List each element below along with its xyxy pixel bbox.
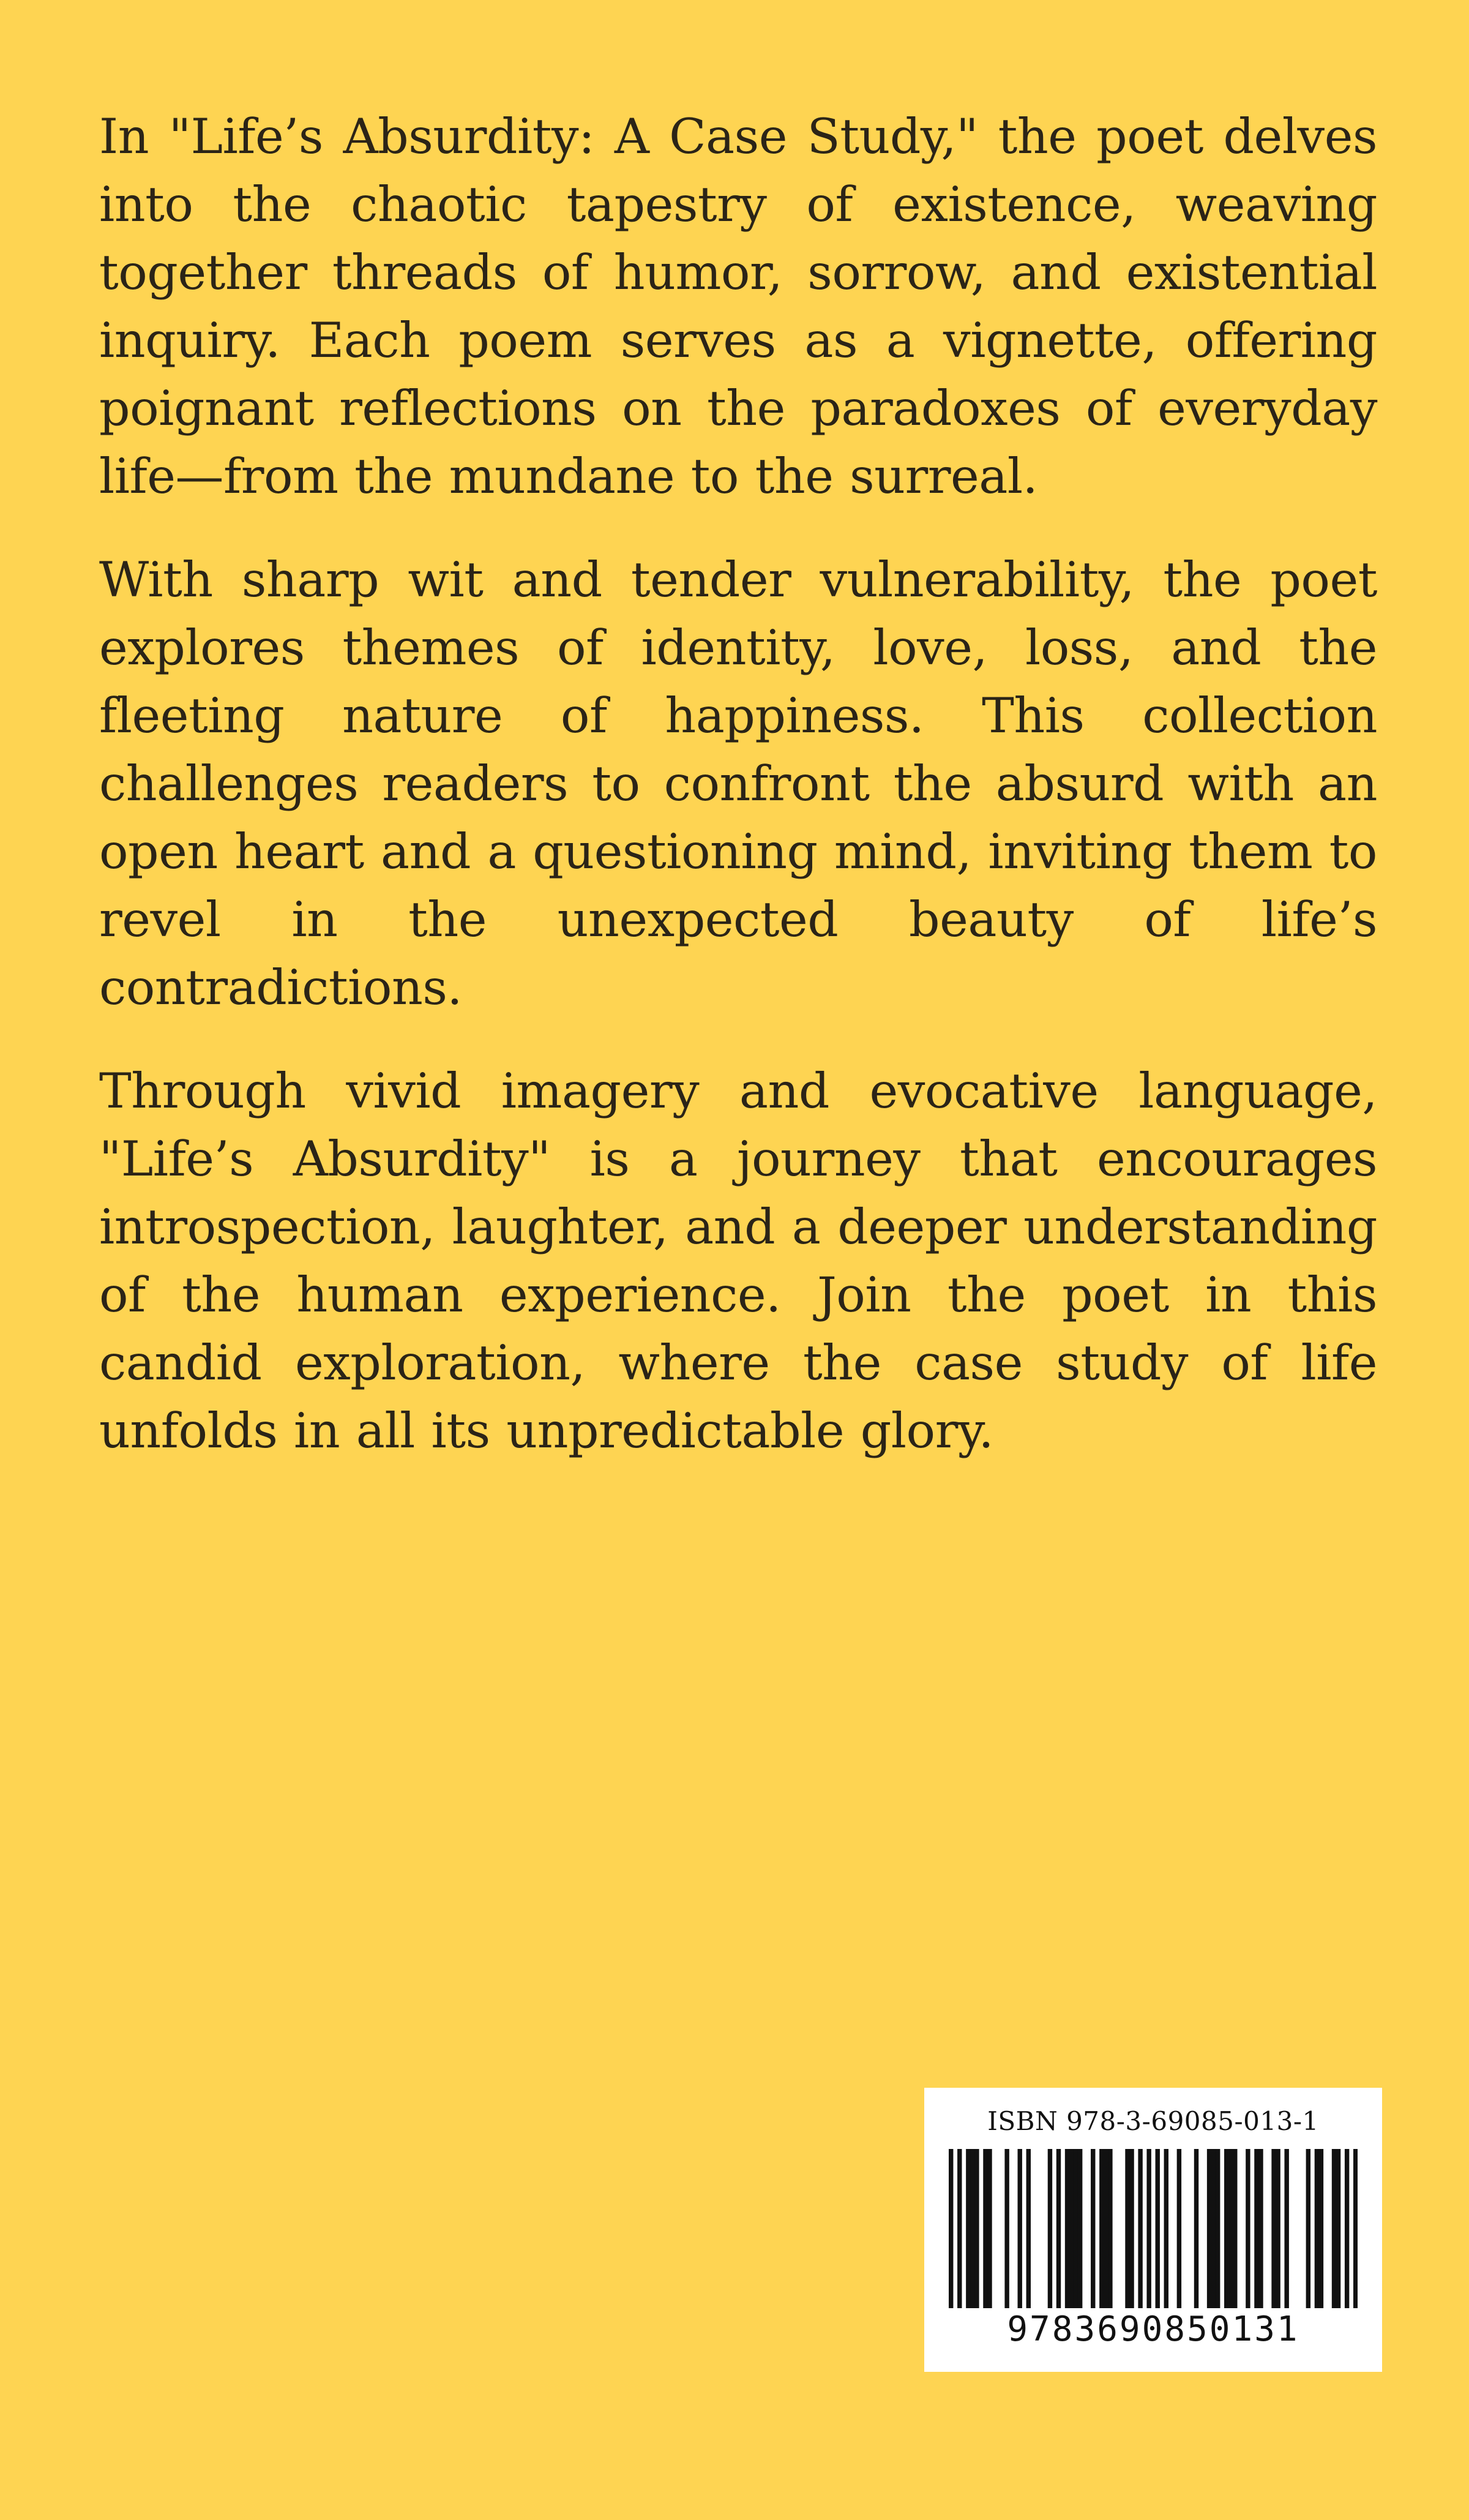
barcode-bar [1048, 2149, 1052, 2308]
barcode-bar [1004, 2149, 1009, 2308]
barcode-bar [1099, 2149, 1104, 2308]
barcode-bar [949, 2149, 953, 2308]
barcode-bar [1104, 2149, 1108, 2308]
barcode-bar [1233, 2149, 1237, 2308]
isbn-barcode-panel [924, 2088, 1382, 2372]
barcode-bar [1129, 2149, 1134, 2308]
barcode-bar [1254, 2149, 1258, 2308]
isbn-label: ISBN 978-3-69085-013-1 [987, 2106, 1319, 2136]
barcode-bar [1345, 2149, 1349, 2308]
barcode-bar [1056, 2149, 1061, 2308]
barcode-bar [1125, 2149, 1129, 2308]
barcode-bar [1246, 2149, 1250, 2308]
barcode-bar [1156, 2149, 1160, 2308]
barcode-image [949, 2149, 1358, 2308]
barcode-bar [987, 2149, 992, 2308]
barcode-bar [1306, 2149, 1310, 2308]
barcode-bar [1207, 2149, 1211, 2308]
barcode-bar [1216, 2149, 1220, 2308]
barcode-bar [966, 2149, 970, 2308]
barcode-bar [974, 2149, 979, 2308]
blurb-paragraph-1: In "Life’s Absurdity: A Case Study," the poet delves into the chaotic tapestry of existence, weaving together threads of humor, sorrow, and existential inquiry. Each poem serves as a vignette, offering poignant reflections on the paradoxes of everyday life—from the mundane to the surreal. [99, 108, 1377, 504]
barcode-bar [1332, 2149, 1336, 2308]
barcode-bar [1069, 2149, 1074, 2308]
barcode-bar [1284, 2149, 1288, 2308]
barcode-bar [970, 2149, 974, 2308]
blurb-text [99, 103, 1377, 1501]
barcode-bar [1091, 2149, 1095, 2308]
barcode-bar [1164, 2149, 1168, 2308]
blurb-paragraph-3: Through vivid imagery and evocative language, "Life’s Absurdity" is a journey that encourages introspection, laughter, and a deeper understanding of the human experience. Join the poet in this candid exploration, where the case study of life unfolds in all its unpredictable glory. [99, 1063, 1377, 1459]
barcode-bar [1065, 2149, 1069, 2308]
barcode-bar [1224, 2149, 1228, 2308]
barcode-bar [1108, 2149, 1112, 2308]
barcode-bar [1315, 2149, 1319, 2308]
barcode-bar [1258, 2149, 1263, 2308]
barcode-bar [1353, 2149, 1358, 2308]
barcode-bar [1228, 2149, 1233, 2308]
barcode-bar [1146, 2149, 1151, 2308]
barcode-bar [957, 2149, 962, 2308]
barcode-bar [1276, 2149, 1280, 2308]
barcode-bar [1138, 2149, 1142, 2308]
barcode-bar [1336, 2149, 1340, 2308]
barcode-bar [1177, 2149, 1181, 2308]
barcode-bar [1026, 2149, 1031, 2308]
barcode-bar [983, 2149, 987, 2308]
barcode-digits: 9783690850131 [1007, 2309, 1299, 2349]
barcode-bar [1078, 2149, 1082, 2308]
barcode-bar [1018, 2149, 1022, 2308]
barcode-bar [1271, 2149, 1276, 2308]
barcode-bar [1319, 2149, 1323, 2308]
barcode-bar [1211, 2149, 1216, 2308]
barcode-bar [1194, 2149, 1198, 2308]
barcode-bar [1074, 2149, 1078, 2308]
blurb-paragraph-2: With sharp wit and tender vulnerability, the poet explores themes of identity, love, loss, and the fleeting nature of happiness. This collection challenges readers to confront the absurd with an open heart and a questioning mind, inviting them to revel in the unexpected beauty of life’s contradictions. [99, 552, 1377, 1016]
